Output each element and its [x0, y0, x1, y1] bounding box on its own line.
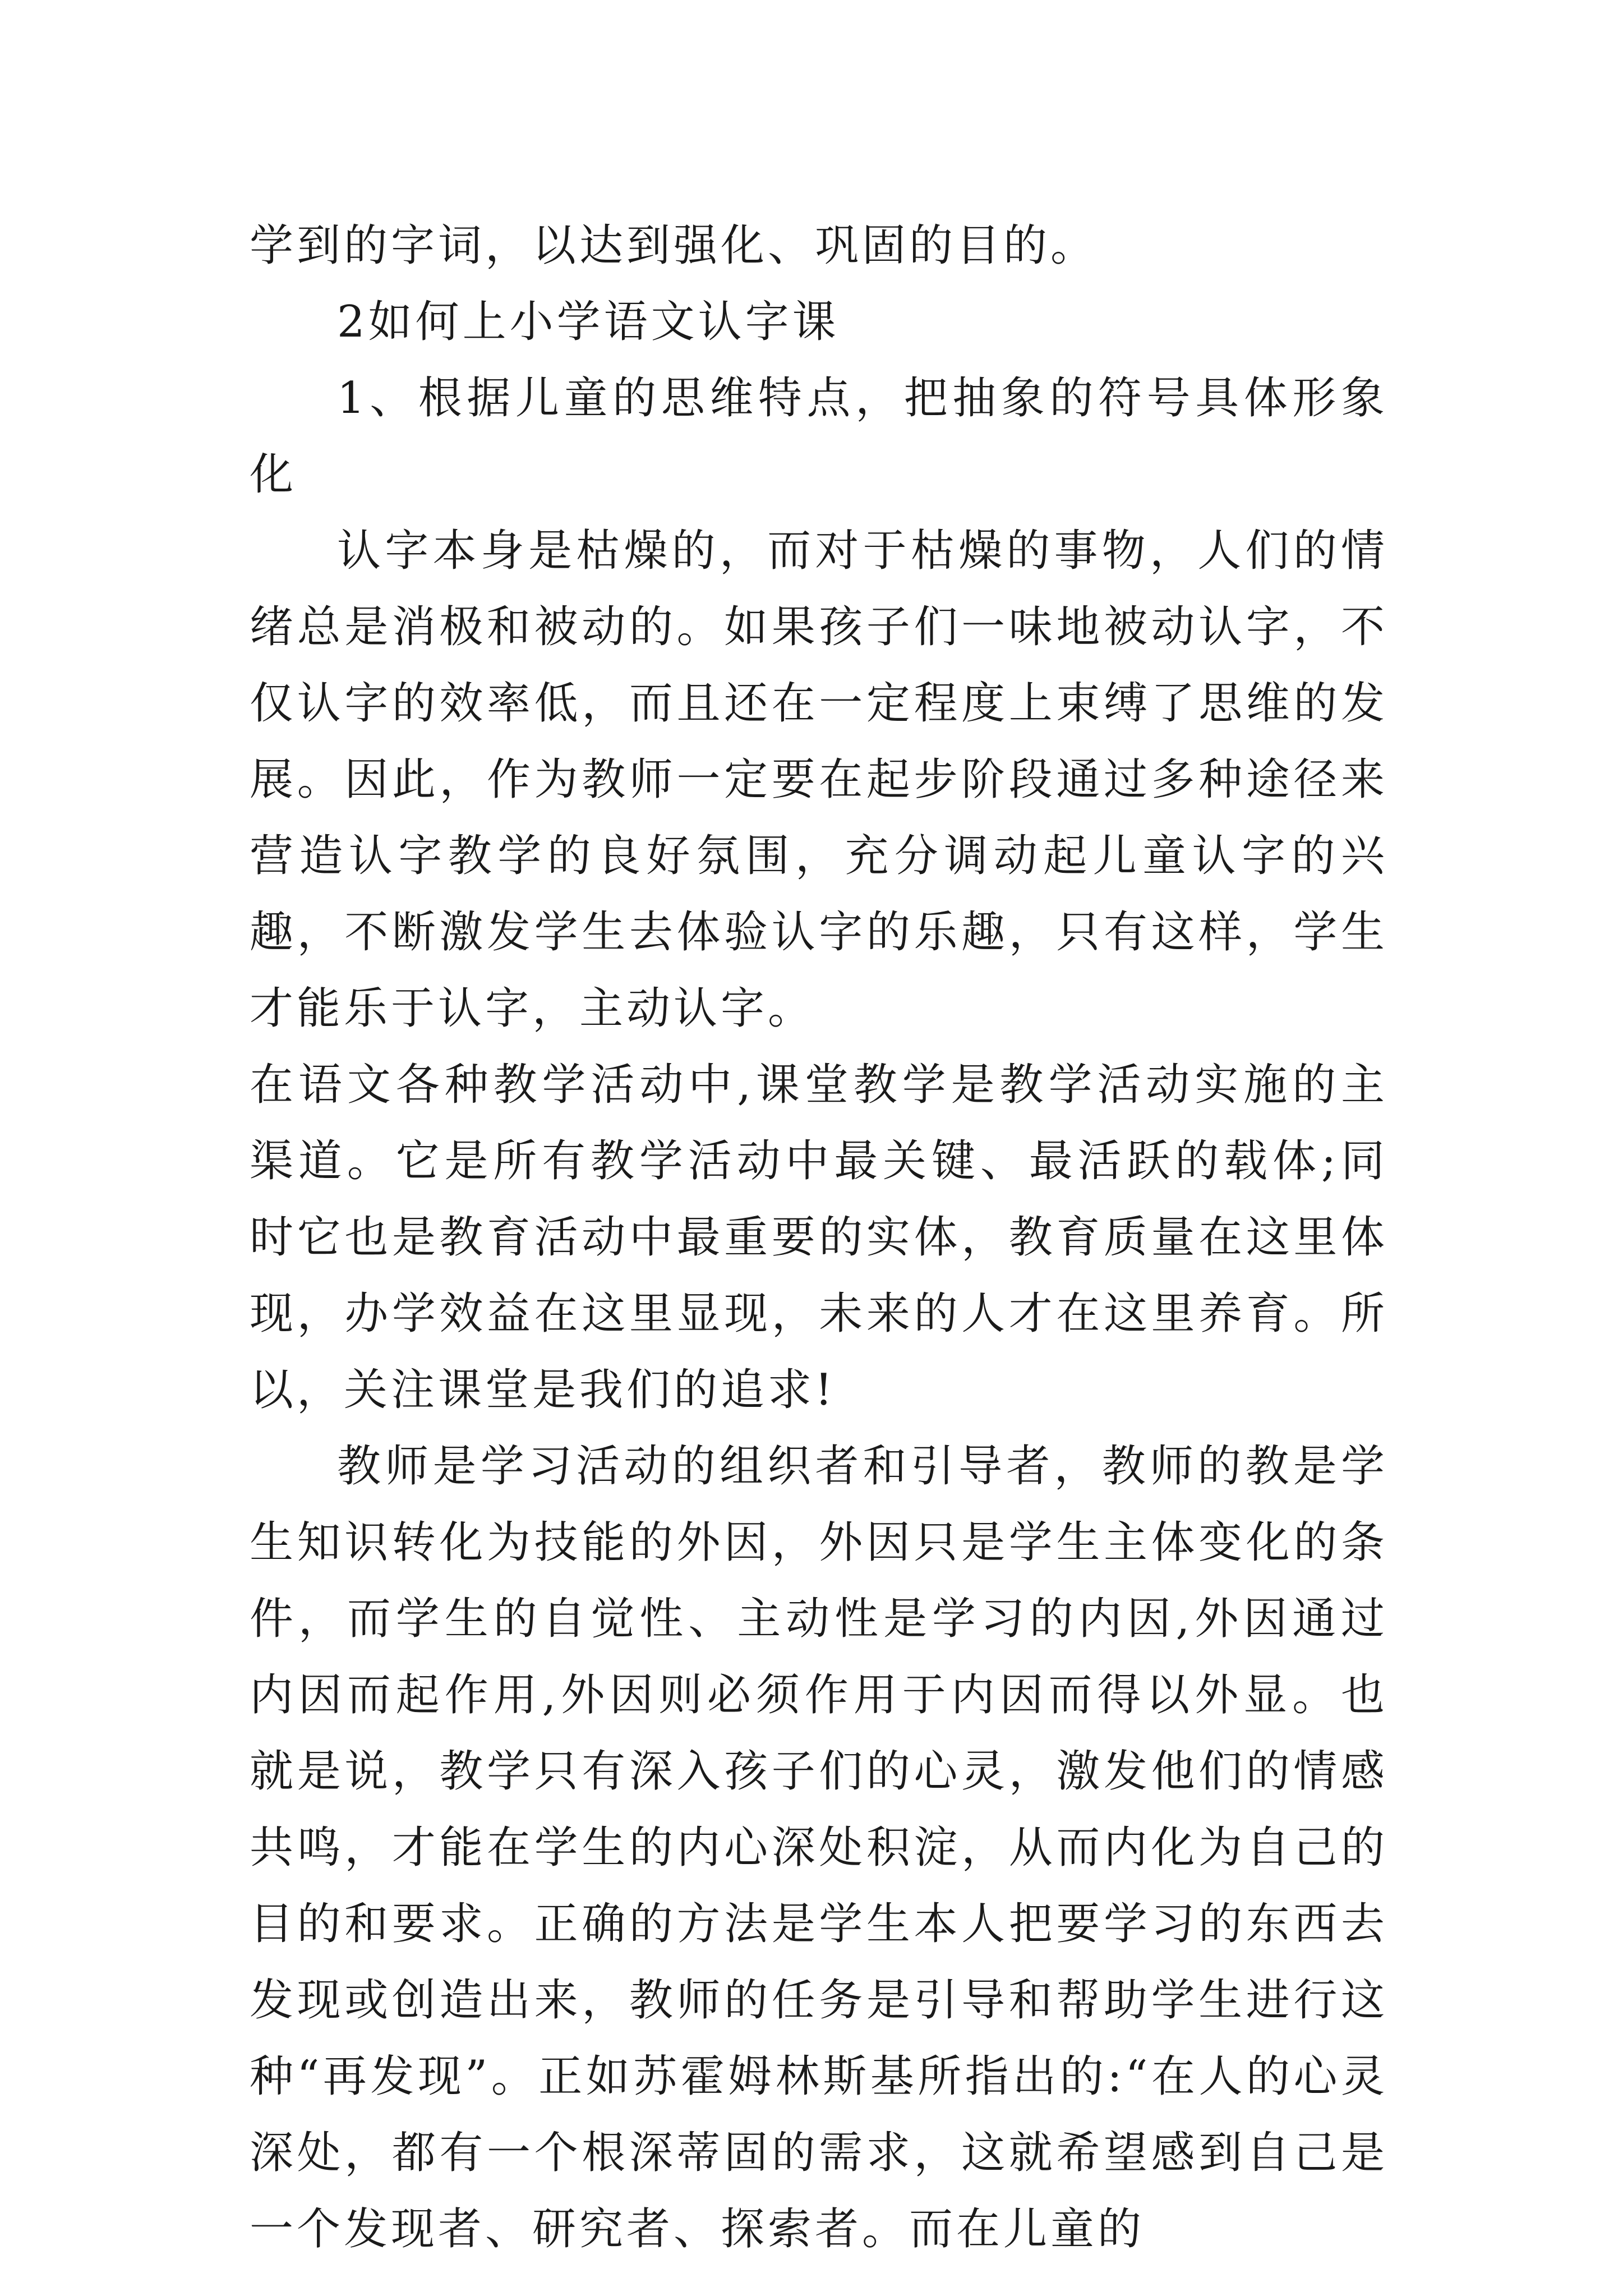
- paragraph-teacher-role: 教师是学习活动的组织者和引导者，教师的教是学生知识转化为技能的外因，外因只是学生主体变化的条件，而学生的自觉性、主动性是学习的内因,外因通过内因而起作用,外因则必须作用于内因而得以外显。也就是说，教学只有深入孩子们的心灵，激发他们的情感共鸣，才能在学生的内心深处积淀，从而内化为自己的目的和要求。正确的方法是学生本人把要学习的东西去发现或创造出来，教师的任务是引导和帮助学生进行这种“再发现”。正如苏霍姆林斯基所指出的:“在人的心灵深处，都有一个根深蒂固的需求，这就希望感到自己是一个发现者、研究者、探索者。而在儿童的: [250, 1441, 1388, 2254]
- paragraph-literacy-interest: 认字本身是枯燥的，而对于枯燥的事物，人们的情绪总是消极和被动的。如果孩子们一味地被动认字，不仅认字的效率低，而且还在一定程度上束缚了思维的发展。因此，作为教师一定要在起步阶段通过多种途径来营造认字教学的良好氛围，充分调动起儿童认字的兴趣，不断激发学生去体验认字的乐趣，只有这样，学生才能乐于认字，主动认字。: [250, 526, 1388, 1034]
- paragraph-classroom-teaching: 在语文各种教学活动中,课堂教学是教学活动实施的主渠道。它是所有教学活动中最关键、最活跃的载体;同时它也是教育活动中最重要的实体，教育质量在这里体现，办学效益在这里显现，未来的人才在这里养育。所以，关注课堂是我们的追求!: [250, 1060, 1388, 1415]
- document-body: [250, 208, 1388, 2267]
- paragraph-continuation: 学到的字词，以达到强化、巩固的目的。: [250, 220, 1098, 271]
- subsection-heading: 1、根据儿童的思维特点，把抽象的符号具体形象化: [250, 373, 1388, 500]
- section-heading: 2如何上小学语文认字课: [337, 297, 840, 347]
